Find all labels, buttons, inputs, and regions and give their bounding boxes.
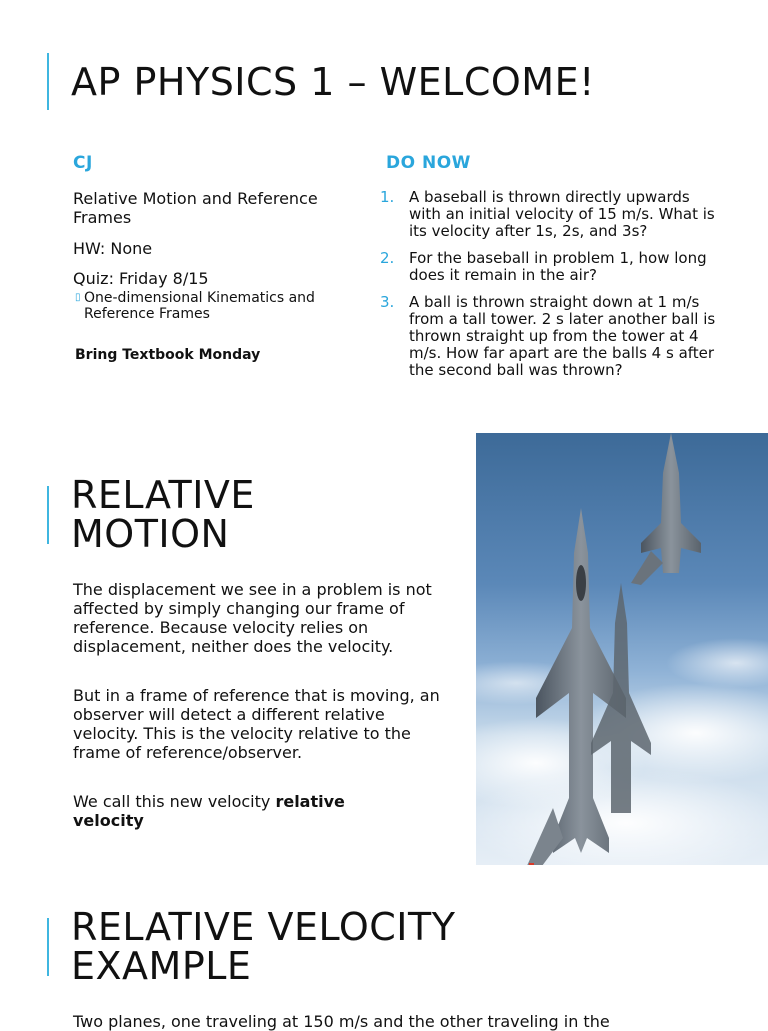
right-column-heading: DO NOW (386, 153, 471, 173)
upper-jet (631, 433, 701, 585)
list-item-text: A baseball is thrown directly upwards with an initial velocity of 15 m/s. What is its velocity after 1s, 2s, and 3s? (409, 188, 715, 240)
list-item-text: A ball is thrown straight down at 1 m/s from a tall tower. 2 s later another ball is thrown straight up from the tower at 4 m/s. How far apart are the balls 4 s after the second ball was thrown? (409, 293, 716, 379)
bold-term: relative velocity (73, 792, 345, 830)
list-number: 2. (380, 249, 395, 267)
homework-text: HW: None (73, 239, 153, 258)
section-title-line2: EXAMPLE (71, 944, 252, 988)
list-item (378, 250, 724, 284)
topic-text: Relative Motion and Reference Frames (73, 189, 318, 227)
paragraph: Two planes, one traveling at 150 m/s and the other traveling in the (73, 1012, 610, 1031)
paragraph (73, 792, 403, 830)
fighter-jets-illustration (476, 433, 768, 865)
title-accent-bar (47, 486, 49, 544)
quiz-text: Quiz: Friday 8/15 (73, 269, 209, 288)
title-accent-bar (47, 53, 49, 110)
list-number: 3. (380, 293, 395, 311)
list-item (378, 189, 724, 240)
paragraph: The displacement we see in a problem is not affected by simply changing our frame of reference. Because velocity relies on displacement, neither does the velocity. (73, 580, 432, 656)
paragraph-text: We call this new velocity (73, 792, 276, 811)
reminder-text: Bring Textbook Monday (75, 347, 261, 363)
fighter-jets-photo (476, 433, 768, 865)
page-title: AP PHYSICS 1 – WELCOME! (71, 60, 595, 104)
list-number: 1. (380, 188, 395, 206)
do-now-list (378, 189, 724, 389)
square-bullet-icon: ▯ (75, 292, 81, 303)
list-item-text: For the baseball in problem 1, how long does it remain in the air? (409, 249, 707, 284)
quiz-subitem: One-dimensional Kinematics and Reference Frames (84, 290, 315, 322)
left-column-heading: CJ (73, 153, 93, 173)
paragraph: But in a frame of reference that is moving, an observer will detect a different relative velocity. This is the velocity relative to the frame of reference/observer. (73, 686, 440, 762)
section-title-line1: RELATIVE VELOCITY (71, 905, 456, 949)
list-item (378, 294, 724, 379)
title-accent-bar (47, 918, 49, 976)
section-title (71, 473, 255, 556)
section-title-line2: MOTION (71, 512, 230, 556)
section-title-line1: RELATIVE (71, 473, 255, 517)
section-title (71, 905, 456, 988)
